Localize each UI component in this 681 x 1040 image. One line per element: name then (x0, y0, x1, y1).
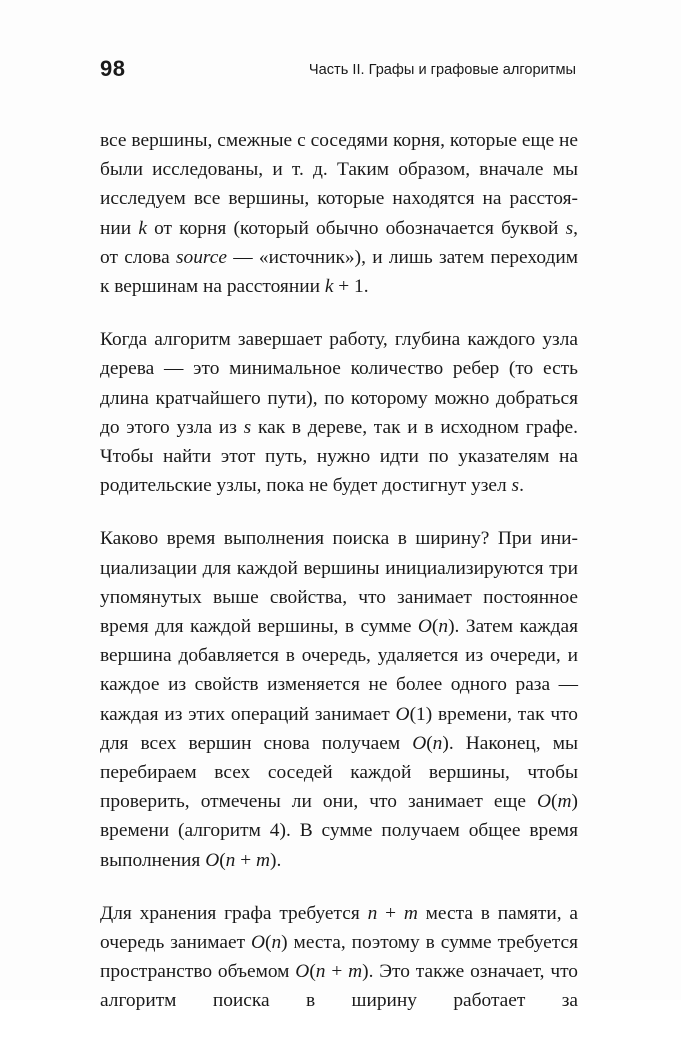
text-run: ( (426, 732, 433, 754)
math-symbol: O (412, 732, 427, 754)
text-run: от корня (который обычно обозначается буквой (146, 217, 566, 239)
text-run: места в памяти, а очередь занимает (100, 902, 578, 954)
text-run: ( (431, 616, 439, 638)
text-run: все вершины, смежные с соседями корня, которые еще не были исследованы, и т. д. Таким образом, вначале мы исследуем все вершины, которые находятся на расстоянии (100, 130, 578, 239)
text-run: + (325, 961, 349, 983)
math-symbol: m (256, 849, 271, 871)
text-run: (1) времени, так что для всех вершин снова получаем (100, 703, 579, 754)
text-run: как в дереве, так и в исходном графе. Чтобы найти этот путь, нужно идти по указателям на родительские узлы, пока не будет достигнут узел (100, 416, 578, 497)
text-run: ) места, поэтому в сумме требуется пространство объемом (100, 932, 578, 983)
math-symbol: n (271, 932, 282, 954)
text-run: ). Наконец, мы перебираем всех соседей каждой вершины, чтобы проверить, отмечены ли они, что занимает еще (100, 732, 578, 813)
text-run: Для хранения графа требуется (100, 902, 368, 924)
math-symbol: m (557, 791, 572, 813)
math-symbol: O (250, 932, 265, 954)
math-symbol: k (324, 276, 334, 298)
text-run: ) времени (алгоритм 4). В сумме получаем общее время выполнения (100, 791, 578, 871)
text-run: ). Затем каждая вершина добавляется в очередь, удаляется из очереди, и каждое из свойств изменяется не более одного раза — каждая из этих операций занимает (100, 616, 578, 725)
math-symbol: m (403, 902, 418, 924)
math-symbol: O (205, 849, 220, 871)
math-symbol: O (395, 703, 410, 725)
text-run: , от слова (100, 217, 578, 268)
math-symbol: n (225, 849, 236, 871)
math-symbol: k (138, 217, 147, 239)
text-run: — «источник»), и лишь затем переходим к вершинам на расстоянии (100, 246, 579, 298)
math-symbol: n (438, 616, 449, 638)
math-symbol: O (537, 791, 552, 813)
paragraph-1 (100, 126, 578, 301)
text-run: . (519, 475, 524, 497)
text-run: + (235, 849, 257, 871)
math-symbol: s (243, 416, 252, 438)
math-symbol: n (315, 961, 326, 983)
text-run: ). Это также означает, что алгоритм поиска в ширину работает за (100, 961, 578, 1012)
math-symbol: m (348, 961, 363, 983)
text-run: ( (551, 791, 558, 813)
text-run: Когда алгоритм завершает работу, глубина каждого узла дерева — это минимальное количество ребер (то есть длина кратчайшего пути), по которому можно добраться до этого узла из (100, 329, 578, 438)
math-symbol: s (565, 217, 574, 239)
body-text (100, 126, 578, 1040)
math-symbol: n (432, 732, 443, 754)
math-symbol: n (367, 902, 378, 924)
text-run: + 1. (333, 276, 369, 298)
text-run: ( (265, 932, 272, 954)
paragraph-2 (100, 325, 578, 500)
running-head: Часть II. Графы и графовые алгоритмы (308, 62, 576, 78)
paragraph-3 (100, 524, 578, 874)
math-symbol: source (175, 246, 227, 268)
text-run: ( (309, 961, 316, 983)
text-run: ( (219, 849, 226, 871)
math-symbol: s (511, 475, 520, 497)
text-run: ). (270, 849, 282, 871)
text-run: + (377, 902, 404, 924)
text-run: Каково время выполнения поиска в ширину? При инициализации для каждой вершины инициализируются три упомянутых выше свойства, что занимает постоянное время для каждой вершины, в сумме (100, 528, 578, 638)
math-symbol: O (295, 961, 310, 983)
page-number: 98 (100, 56, 126, 81)
paragraph-4 (100, 899, 578, 1016)
math-symbol: O (417, 616, 432, 638)
page-header (100, 56, 576, 86)
